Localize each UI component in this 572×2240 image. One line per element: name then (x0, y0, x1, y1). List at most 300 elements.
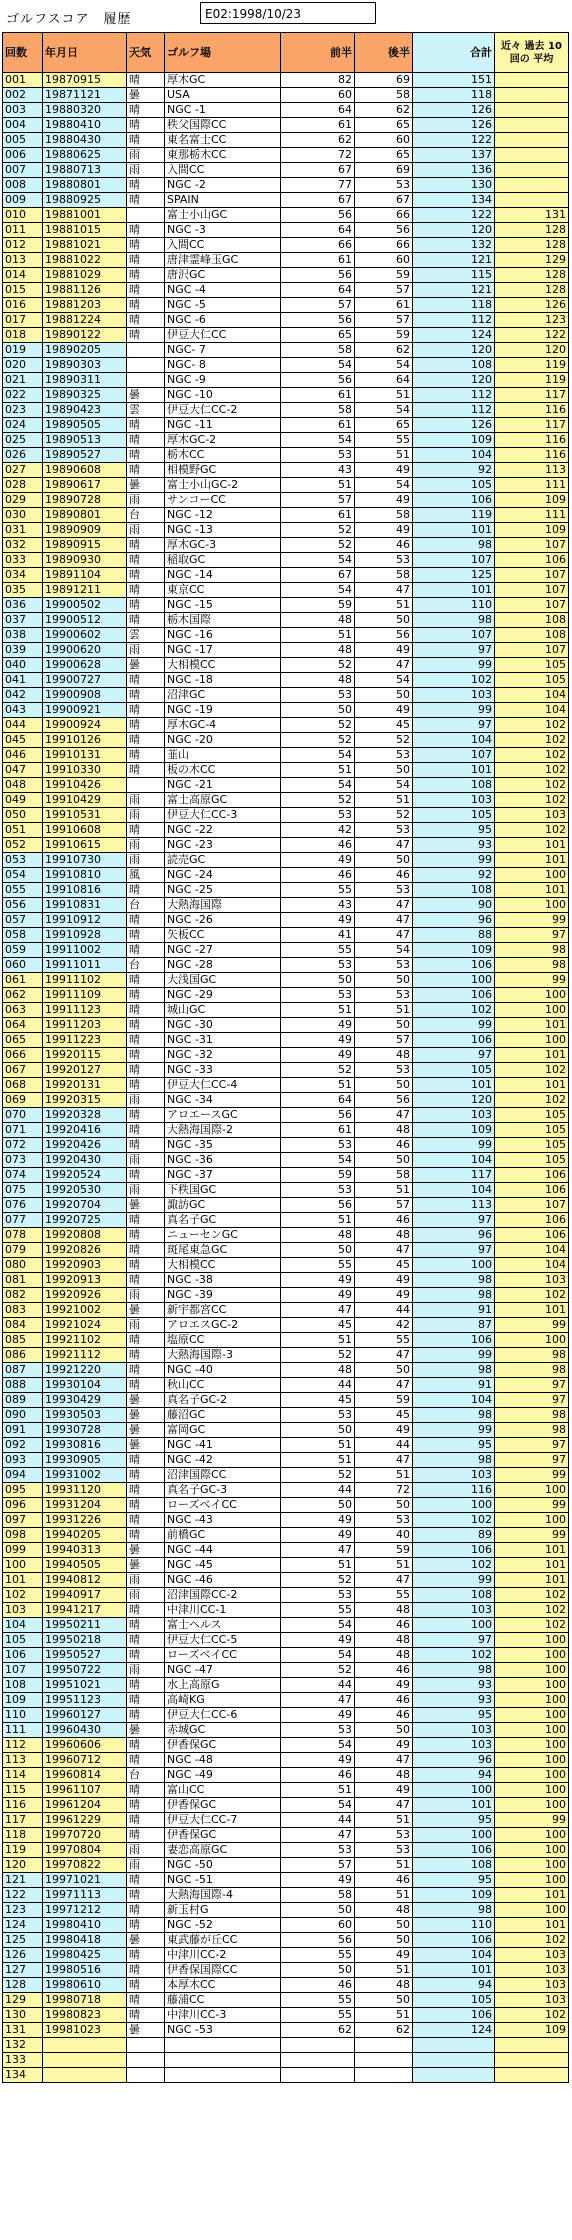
cell-no[interactable]: 067 (3, 1063, 43, 1078)
cell-date[interactable]: 19870915 (43, 73, 127, 88)
cell-weather[interactable]: 台 (127, 1768, 165, 1783)
cell-weather[interactable]: 晴 (127, 1123, 165, 1138)
cell-date[interactable] (43, 2053, 127, 2068)
cell-back[interactable]: 47 (355, 1243, 413, 1258)
cell-front[interactable]: 61 (281, 1123, 355, 1138)
cell-front[interactable]: 42 (281, 823, 355, 838)
cell-back[interactable]: 59 (355, 1543, 413, 1558)
cell-avg[interactable]: 99 (495, 1318, 569, 1333)
cell-total[interactable]: 98 (413, 1453, 495, 1468)
cell-total[interactable]: 106 (413, 1843, 495, 1858)
cell-total[interactable]: 92 (413, 868, 495, 883)
cell-avg[interactable]: 100 (495, 1903, 569, 1918)
cell-no[interactable]: 121 (3, 1873, 43, 1888)
cell-avg[interactable]: 101 (495, 1018, 569, 1033)
cell-avg[interactable]: 111 (495, 508, 569, 523)
edition-cell[interactable]: E02:1998/10/23 (200, 2, 376, 24)
cell-back[interactable]: 47 (355, 1753, 413, 1768)
cell-no[interactable]: 071 (3, 1123, 43, 1138)
cell-course[interactable]: 斑尾東急GC (165, 1243, 281, 1258)
cell-front[interactable]: 50 (281, 1243, 355, 1258)
cell-course[interactable]: NGC -36 (165, 1153, 281, 1168)
cell-date[interactable]: 19931226 (43, 1513, 127, 1528)
cell-front[interactable]: 54 (281, 1648, 355, 1663)
cell-course[interactable]: 伊豆大仁CC-2 (165, 403, 281, 418)
cell-avg[interactable] (495, 2068, 569, 2083)
cell-avg[interactable]: 105 (495, 1123, 569, 1138)
cell-no[interactable]: 029 (3, 493, 43, 508)
cell-date[interactable]: 19950211 (43, 1618, 127, 1633)
cell-avg[interactable]: 116 (495, 403, 569, 418)
cell-weather[interactable]: 晴 (127, 1258, 165, 1273)
cell-front[interactable]: 51 (281, 763, 355, 778)
cell-front[interactable]: 47 (281, 1693, 355, 1708)
cell-date[interactable]: 19890205 (43, 343, 127, 358)
cell-back[interactable]: 54 (355, 778, 413, 793)
cell-avg[interactable] (495, 88, 569, 103)
col-header-course[interactable]: ゴルフ場 (165, 33, 281, 73)
cell-total[interactable]: 98 (413, 613, 495, 628)
cell-weather[interactable]: 晴 (127, 448, 165, 463)
cell-total[interactable]: 99 (413, 1573, 495, 1588)
cell-course[interactable]: NGC -25 (165, 883, 281, 898)
cell-avg[interactable]: 98 (495, 1423, 569, 1438)
cell-avg[interactable]: 98 (495, 1408, 569, 1423)
cell-no[interactable]: 108 (3, 1678, 43, 1693)
cell-avg[interactable]: 102 (495, 1603, 569, 1618)
cell-date[interactable]: 19960814 (43, 1768, 127, 1783)
cell-avg[interactable] (495, 193, 569, 208)
cell-total[interactable]: 99 (413, 1348, 495, 1363)
cell-total[interactable]: 106 (413, 1933, 495, 1948)
cell-weather[interactable]: 曇 (127, 1303, 165, 1318)
cell-no[interactable]: 113 (3, 1753, 43, 1768)
cell-course[interactable]: ローズベイCC (165, 1648, 281, 1663)
cell-total[interactable]: 130 (413, 178, 495, 193)
cell-date[interactable]: 19881015 (43, 223, 127, 238)
cell-front[interactable]: 46 (281, 1768, 355, 1783)
cell-date[interactable]: 19951123 (43, 1693, 127, 1708)
cell-date[interactable]: 19911223 (43, 1033, 127, 1048)
cell-weather[interactable] (127, 358, 165, 373)
cell-total[interactable]: 95 (413, 1873, 495, 1888)
cell-no[interactable]: 039 (3, 643, 43, 658)
cell-back[interactable]: 53 (355, 988, 413, 1003)
cell-back[interactable]: 62 (355, 103, 413, 118)
cell-total[interactable]: 98 (413, 1903, 495, 1918)
cell-back[interactable]: 51 (355, 1813, 413, 1828)
cell-no[interactable]: 116 (3, 1798, 43, 1813)
cell-back[interactable]: 57 (355, 283, 413, 298)
cell-no[interactable]: 045 (3, 733, 43, 748)
cell-front[interactable]: 59 (281, 1168, 355, 1183)
cell-weather[interactable]: 晴 (127, 1738, 165, 1753)
cell-weather[interactable]: 晴 (127, 1618, 165, 1633)
cell-no[interactable]: 101 (3, 1573, 43, 1588)
cell-front[interactable]: 67 (281, 568, 355, 583)
cell-avg[interactable]: 101 (495, 883, 569, 898)
cell-date[interactable]: 19890527 (43, 448, 127, 463)
cell-back[interactable]: 48 (355, 1633, 413, 1648)
cell-course[interactable]: SPAIN (165, 193, 281, 208)
cell-no[interactable]: 106 (3, 1648, 43, 1663)
cell-avg[interactable]: 102 (495, 823, 569, 838)
cell-back[interactable]: 62 (355, 2023, 413, 2038)
cell-date[interactable]: 19951021 (43, 1678, 127, 1693)
cell-course[interactable]: 富岡GC (165, 1423, 281, 1438)
cell-avg[interactable]: 106 (495, 1168, 569, 1183)
cell-no[interactable]: 068 (3, 1078, 43, 1093)
cell-back[interactable]: 49 (355, 1678, 413, 1693)
cell-course[interactable]: 板の木CC (165, 763, 281, 778)
cell-front[interactable]: 49 (281, 913, 355, 928)
cell-weather[interactable]: 晴 (127, 73, 165, 88)
cell-avg[interactable]: 98 (495, 943, 569, 958)
cell-avg[interactable]: 102 (495, 778, 569, 793)
cell-total[interactable]: 121 (413, 283, 495, 298)
cell-front[interactable] (281, 2053, 355, 2068)
cell-back[interactable]: 46 (355, 1663, 413, 1678)
cell-date[interactable]: 19980718 (43, 1993, 127, 2008)
cell-date[interactable]: 19920315 (43, 1093, 127, 1108)
cell-back[interactable]: 46 (355, 868, 413, 883)
cell-no[interactable]: 047 (3, 763, 43, 778)
cell-course[interactable]: 中津川CC-2 (165, 1948, 281, 1963)
cell-avg[interactable]: 105 (495, 1153, 569, 1168)
cell-front[interactable]: 65 (281, 328, 355, 343)
cell-date[interactable]: 19871121 (43, 88, 127, 103)
cell-date[interactable]: 19890325 (43, 388, 127, 403)
cell-weather[interactable]: 曇 (127, 2023, 165, 2038)
cell-date[interactable]: 19920115 (43, 1048, 127, 1063)
cell-course[interactable]: 伊香保GC (165, 1798, 281, 1813)
cell-back[interactable]: 54 (355, 478, 413, 493)
cell-weather[interactable]: 曇 (127, 1723, 165, 1738)
cell-course[interactable]: 下秩国GC (165, 1183, 281, 1198)
cell-avg[interactable]: 100 (495, 898, 569, 913)
cell-date[interactable]: 19971212 (43, 1903, 127, 1918)
cell-date[interactable]: 19910810 (43, 868, 127, 883)
cell-no[interactable]: 057 (3, 913, 43, 928)
cell-back[interactable]: 54 (355, 358, 413, 373)
cell-avg[interactable]: 128 (495, 283, 569, 298)
cell-course[interactable]: 城山GC (165, 1003, 281, 1018)
cell-course[interactable]: 栃木CC (165, 448, 281, 463)
cell-date[interactable]: 19940205 (43, 1528, 127, 1543)
cell-weather[interactable]: 曇 (127, 1933, 165, 1948)
cell-weather[interactable]: 晴 (127, 1048, 165, 1063)
cell-weather[interactable]: 晴 (127, 253, 165, 268)
cell-date[interactable]: 19941217 (43, 1603, 127, 1618)
cell-course[interactable]: NGC -29 (165, 988, 281, 1003)
cell-no[interactable]: 001 (3, 73, 43, 88)
cell-front[interactable]: 56 (281, 1933, 355, 1948)
cell-course[interactable]: NGC -13 (165, 523, 281, 538)
cell-date[interactable]: 19970720 (43, 1828, 127, 1843)
cell-no[interactable]: 122 (3, 1888, 43, 1903)
cell-weather[interactable]: 晴 (127, 928, 165, 943)
cell-front[interactable]: 64 (281, 223, 355, 238)
cell-back[interactable]: 50 (355, 1723, 413, 1738)
cell-back[interactable]: 50 (355, 1498, 413, 1513)
cell-date[interactable] (43, 2068, 127, 2083)
cell-weather[interactable]: 晴 (127, 973, 165, 988)
cell-weather[interactable]: 雨 (127, 643, 165, 658)
cell-weather[interactable]: 晴 (127, 1003, 165, 1018)
cell-weather[interactable]: 曇 (127, 478, 165, 493)
cell-no[interactable]: 033 (3, 553, 43, 568)
cell-front[interactable]: 52 (281, 523, 355, 538)
cell-back[interactable]: 47 (355, 1453, 413, 1468)
cell-course[interactable]: 栃木国際 (165, 613, 281, 628)
cell-course[interactable]: NGC -32 (165, 1048, 281, 1063)
cell-back[interactable]: 57 (355, 313, 413, 328)
cell-front[interactable] (281, 2068, 355, 2083)
cell-course[interactable]: 赤城GC (165, 1723, 281, 1738)
cell-weather[interactable]: 晴 (127, 118, 165, 133)
cell-back[interactable]: 47 (355, 1798, 413, 1813)
cell-course[interactable]: 諏訪GC (165, 1198, 281, 1213)
cell-avg[interactable]: 100 (495, 1648, 569, 1663)
cell-course[interactable]: 藤沼GC (165, 1408, 281, 1423)
cell-total[interactable]: 151 (413, 73, 495, 88)
cell-avg[interactable]: 106 (495, 553, 569, 568)
cell-avg[interactable]: 131 (495, 208, 569, 223)
cell-weather[interactable]: 晴 (127, 568, 165, 583)
cell-total[interactable]: 104 (413, 733, 495, 748)
cell-no[interactable]: 052 (3, 838, 43, 853)
cell-front[interactable]: 53 (281, 988, 355, 1003)
cell-avg[interactable]: 116 (495, 433, 569, 448)
cell-course[interactable]: NGC -14 (165, 568, 281, 583)
cell-weather[interactable]: 雨 (127, 1153, 165, 1168)
cell-no[interactable]: 079 (3, 1243, 43, 1258)
cell-front[interactable]: 52 (281, 733, 355, 748)
cell-front[interactable]: 51 (281, 1213, 355, 1228)
cell-course[interactable]: NGC -43 (165, 1513, 281, 1528)
cell-front[interactable]: 67 (281, 163, 355, 178)
cell-back[interactable]: 51 (355, 388, 413, 403)
cell-front[interactable]: 54 (281, 1153, 355, 1168)
cell-date[interactable]: 19960127 (43, 1708, 127, 1723)
cell-no[interactable]: 004 (3, 118, 43, 133)
cell-back[interactable]: 48 (355, 1123, 413, 1138)
cell-date[interactable]: 19891104 (43, 568, 127, 583)
cell-course[interactable] (165, 2038, 281, 2053)
cell-no[interactable]: 069 (3, 1093, 43, 1108)
cell-total[interactable]: 88 (413, 928, 495, 943)
cell-front[interactable]: 66 (281, 238, 355, 253)
cell-front[interactable]: 59 (281, 598, 355, 613)
cell-front[interactable]: 60 (281, 1918, 355, 1933)
cell-total[interactable] (413, 2053, 495, 2068)
cell-weather[interactable]: 雨 (127, 163, 165, 178)
cell-weather[interactable]: 晴 (127, 1708, 165, 1723)
cell-no[interactable]: 059 (3, 943, 43, 958)
cell-course[interactable]: 真名子GC (165, 1213, 281, 1228)
cell-date[interactable]: 19910330 (43, 763, 127, 778)
cell-total[interactable]: 106 (413, 988, 495, 1003)
cell-no[interactable]: 128 (3, 1978, 43, 1993)
cell-no[interactable]: 063 (3, 1003, 43, 1018)
cell-date[interactable]: 19920524 (43, 1168, 127, 1183)
cell-date[interactable]: 19880713 (43, 163, 127, 178)
cell-weather[interactable]: 晴 (127, 763, 165, 778)
cell-avg[interactable]: 117 (495, 388, 569, 403)
cell-front[interactable]: 49 (281, 1873, 355, 1888)
cell-weather[interactable]: 晴 (127, 178, 165, 193)
cell-course[interactable]: 大相模CC (165, 1258, 281, 1273)
cell-total[interactable]: 122 (413, 208, 495, 223)
cell-avg[interactable] (495, 73, 569, 88)
cell-avg[interactable]: 122 (495, 328, 569, 343)
cell-date[interactable]: 19921024 (43, 1318, 127, 1333)
cell-front[interactable]: 50 (281, 1423, 355, 1438)
cell-back[interactable]: 50 (355, 763, 413, 778)
cell-front[interactable]: 44 (281, 1378, 355, 1393)
cell-weather[interactable]: 雨 (127, 1573, 165, 1588)
cell-avg[interactable]: 103 (495, 1948, 569, 1963)
cell-front[interactable]: 56 (281, 1198, 355, 1213)
cell-back[interactable]: 65 (355, 118, 413, 133)
cell-avg[interactable]: 117 (495, 418, 569, 433)
cell-total[interactable]: 94 (413, 1768, 495, 1783)
cell-total[interactable]: 124 (413, 2023, 495, 2038)
cell-total[interactable]: 112 (413, 313, 495, 328)
cell-no[interactable]: 038 (3, 628, 43, 643)
cell-date[interactable]: 19930728 (43, 1423, 127, 1438)
cell-date[interactable]: 19921112 (43, 1348, 127, 1363)
cell-course[interactable]: NGC -16 (165, 628, 281, 643)
cell-total[interactable]: 105 (413, 478, 495, 493)
cell-avg[interactable]: 97 (495, 1393, 569, 1408)
cell-front[interactable]: 52 (281, 793, 355, 808)
cell-back[interactable]: 53 (355, 823, 413, 838)
cell-course[interactable]: 真名子GC-2 (165, 1393, 281, 1408)
cell-course[interactable]: 富士ヘルス (165, 1618, 281, 1633)
cell-course[interactable]: 入間CC (165, 238, 281, 253)
cell-no[interactable]: 031 (3, 523, 43, 538)
cell-no[interactable]: 081 (3, 1273, 43, 1288)
cell-avg[interactable]: 119 (495, 373, 569, 388)
cell-course[interactable]: 厚木GC (165, 73, 281, 88)
cell-date[interactable]: 19940917 (43, 1588, 127, 1603)
cell-course[interactable]: NGC -50 (165, 1858, 281, 1873)
cell-back[interactable]: 50 (355, 1018, 413, 1033)
cell-avg[interactable]: 100 (495, 1753, 569, 1768)
cell-no[interactable]: 011 (3, 223, 43, 238)
cell-weather[interactable]: 晴 (127, 433, 165, 448)
cell-date[interactable]: 19880801 (43, 178, 127, 193)
cell-total[interactable]: 95 (413, 1813, 495, 1828)
cell-date[interactable]: 19931204 (43, 1498, 127, 1513)
cell-weather[interactable]: 曇 (127, 88, 165, 103)
cell-total[interactable]: 106 (413, 1033, 495, 1048)
cell-course[interactable]: NGC -27 (165, 943, 281, 958)
cell-avg[interactable]: 107 (495, 538, 569, 553)
cell-no[interactable]: 046 (3, 748, 43, 763)
cell-course[interactable]: 伊香保国際CC (165, 1963, 281, 1978)
cell-weather[interactable]: 雨 (127, 1288, 165, 1303)
cell-back[interactable]: 47 (355, 838, 413, 853)
cell-front[interactable]: 67 (281, 193, 355, 208)
cell-weather[interactable]: 晴 (127, 943, 165, 958)
cell-course[interactable]: 伊香保GC (165, 1828, 281, 1843)
cell-back[interactable]: 49 (355, 643, 413, 658)
cell-back[interactable]: 53 (355, 1513, 413, 1528)
cell-total[interactable]: 99 (413, 853, 495, 868)
cell-total[interactable]: 106 (413, 1543, 495, 1558)
cell-weather[interactable]: 晴 (127, 718, 165, 733)
cell-back[interactable]: 55 (355, 1588, 413, 1603)
cell-avg[interactable]: 128 (495, 268, 569, 283)
cell-course[interactable]: 唐沢GC (165, 268, 281, 283)
cell-course[interactable]: 中津川CC-3 (165, 2008, 281, 2023)
cell-weather[interactable]: 晴 (127, 598, 165, 613)
cell-weather[interactable]: 曇 (127, 1558, 165, 1573)
cell-weather[interactable]: 晴 (127, 1108, 165, 1123)
cell-course[interactable]: 高崎KG (165, 1693, 281, 1708)
cell-date[interactable]: 19910730 (43, 853, 127, 868)
cell-date[interactable]: 19920826 (43, 1243, 127, 1258)
cell-date[interactable]: 19920725 (43, 1213, 127, 1228)
cell-total[interactable]: 106 (413, 958, 495, 973)
cell-front[interactable]: 64 (281, 1093, 355, 1108)
cell-back[interactable]: 46 (355, 1693, 413, 1708)
cell-weather[interactable]: 雨 (127, 1843, 165, 1858)
cell-front[interactable]: 64 (281, 103, 355, 118)
cell-course[interactable]: 大熱海国際-2 (165, 1123, 281, 1138)
cell-total[interactable]: 108 (413, 1588, 495, 1603)
cell-back[interactable]: 47 (355, 898, 413, 913)
cell-total[interactable]: 124 (413, 328, 495, 343)
cell-date[interactable]: 19890930 (43, 553, 127, 568)
cell-back[interactable]: 45 (355, 1408, 413, 1423)
cell-total[interactable]: 98 (413, 1408, 495, 1423)
cell-front[interactable]: 61 (281, 253, 355, 268)
cell-total[interactable]: 120 (413, 343, 495, 358)
cell-front[interactable]: 53 (281, 1183, 355, 1198)
cell-back[interactable]: 56 (355, 1093, 413, 1108)
cell-total[interactable]: 95 (413, 1708, 495, 1723)
cell-weather[interactable]: 晴 (127, 1603, 165, 1618)
cell-back[interactable]: 51 (355, 1003, 413, 1018)
cell-avg[interactable]: 100 (495, 988, 569, 1003)
cell-no[interactable]: 104 (3, 1618, 43, 1633)
cell-front[interactable]: 49 (281, 1528, 355, 1543)
cell-back[interactable]: 48 (355, 1978, 413, 1993)
cell-front[interactable]: 54 (281, 358, 355, 373)
cell-total[interactable]: 94 (413, 1978, 495, 1993)
cell-total[interactable]: 99 (413, 703, 495, 718)
cell-back[interactable]: 59 (355, 268, 413, 283)
cell-course[interactable]: NGC -38 (165, 1273, 281, 1288)
cell-back[interactable]: 49 (355, 1738, 413, 1753)
cell-front[interactable]: 57 (281, 298, 355, 313)
cell-front[interactable]: 48 (281, 673, 355, 688)
cell-no[interactable]: 023 (3, 403, 43, 418)
cell-total[interactable]: 103 (413, 1603, 495, 1618)
cell-course[interactable]: 矢板CC (165, 928, 281, 943)
cell-course[interactable]: NGC -31 (165, 1033, 281, 1048)
cell-back[interactable]: 50 (355, 1363, 413, 1378)
cell-avg[interactable]: 101 (495, 838, 569, 853)
cell-total[interactable]: 102 (413, 1558, 495, 1573)
cell-avg[interactable]: 106 (495, 1213, 569, 1228)
cell-back[interactable]: 60 (355, 253, 413, 268)
cell-back[interactable]: 48 (355, 1228, 413, 1243)
cell-no[interactable]: 032 (3, 538, 43, 553)
